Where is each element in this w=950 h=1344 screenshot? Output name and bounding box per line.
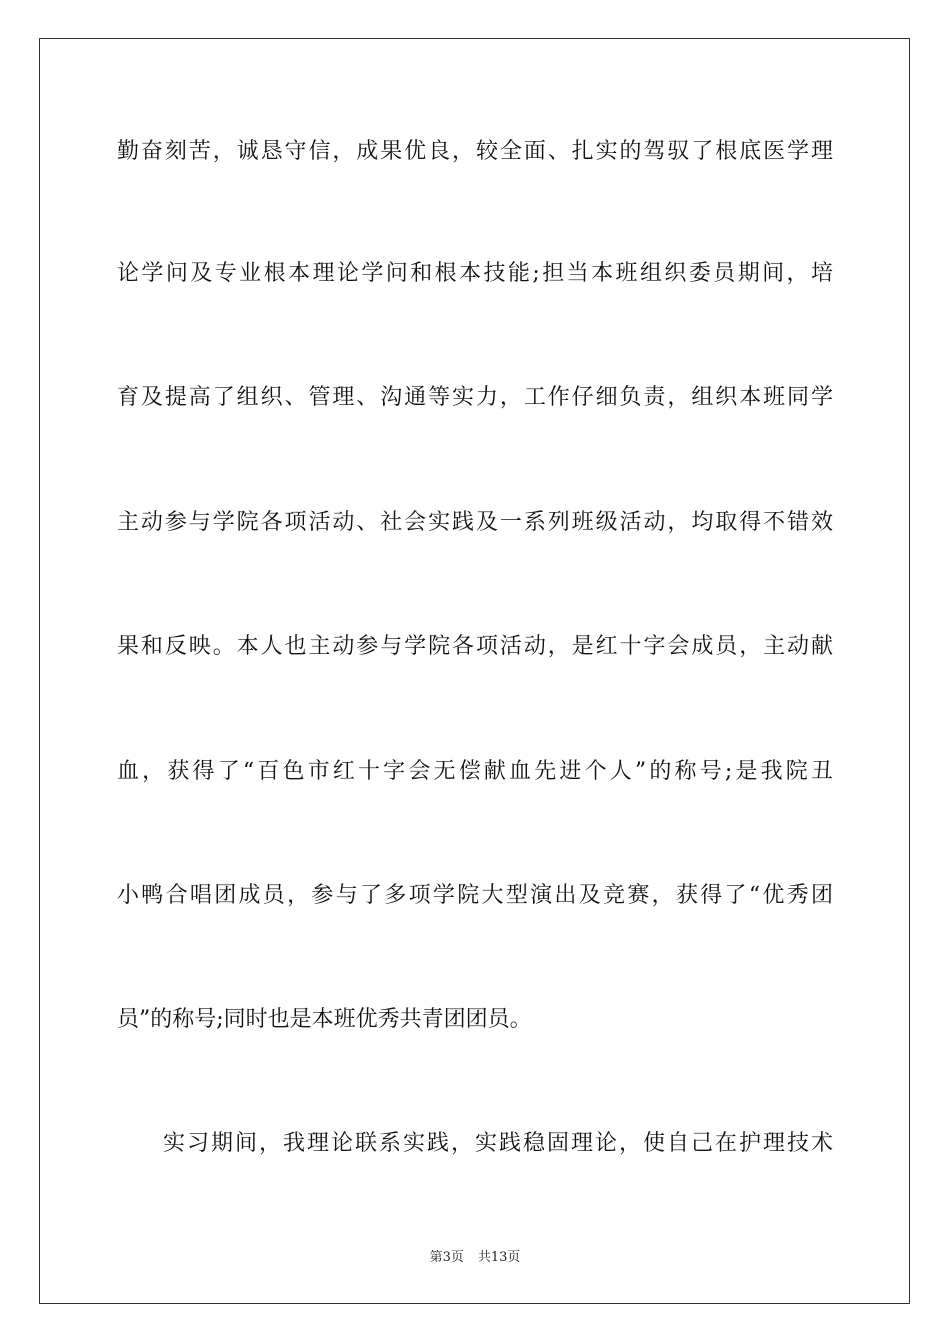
page-footer (0, 1246, 950, 1265)
text-line-4: 主动参与学院各项活动、社会实践及一系列班级活动，均取得不错效 (117, 510, 833, 535)
text-line-7: 小鸭合唱团成员，参与了多项学院大型演出及竞赛，获得了“优秀团 (117, 883, 833, 908)
page-number: 第3页 (429, 1250, 464, 1265)
text-line-9: 实习期间，我理论联系实践，实践稳固理论，使自己在护理技术 (163, 1131, 833, 1156)
text-line-6: 血，获得了“百色市红十字会无偿献血先进个人”的称号;是我院丑 (117, 759, 833, 784)
text-line-1: 勤奋刻苦，诚恳守信，成果优良，较全面、扎实的驾驭了根底医学理 (117, 139, 833, 164)
text-line-8: 员”的称号;同时也是本班优秀共青团团员。 (117, 1007, 532, 1032)
text-line-2: 论学问及专业根本理论学问和根本技能;担当本班组织委员期间，培 (117, 261, 833, 286)
text-line-5: 果和反映。本人也主动参与学院各项活动，是红十字会成员，主动献 (117, 634, 833, 659)
text-line-3: 育及提高了组织、管理、沟通等实力，工作仔细负责，组织本班同学 (117, 385, 833, 410)
page-border (39, 38, 910, 1304)
page-total: 共13页 (477, 1250, 521, 1265)
